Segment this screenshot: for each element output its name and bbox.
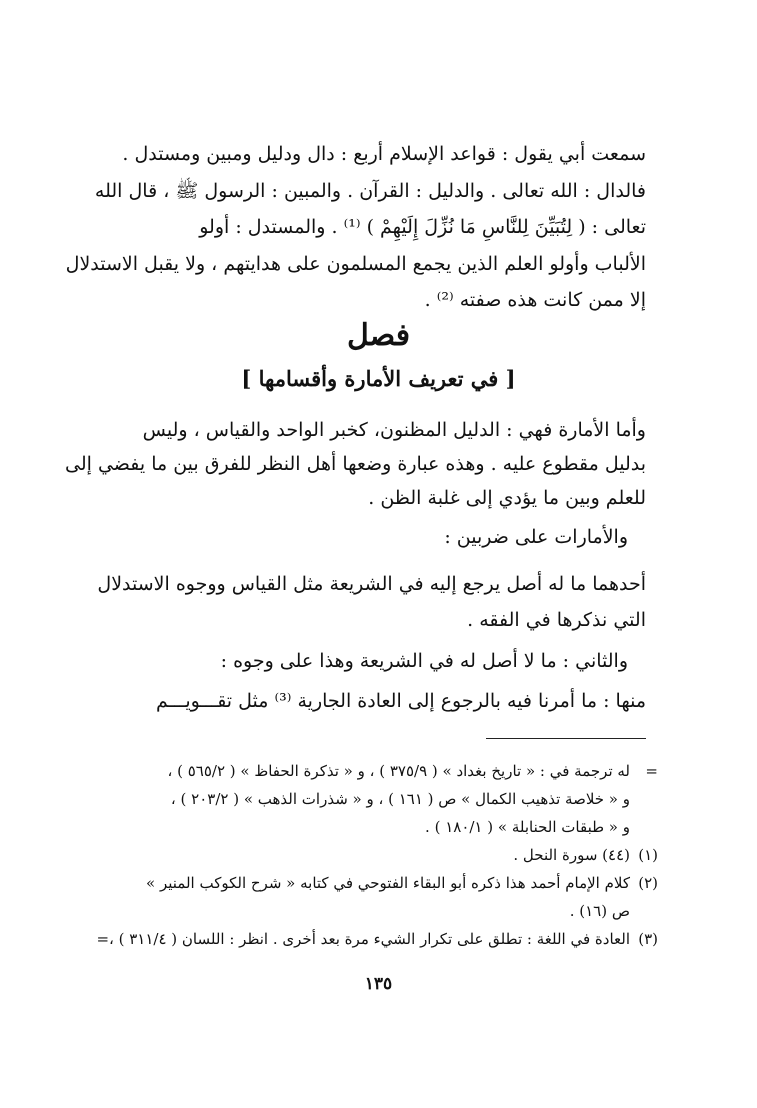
section-title: فصل bbox=[346, 318, 411, 353]
footnote-marker: (٣) bbox=[638, 930, 658, 948]
footnote-continuation bbox=[118, 757, 658, 785]
footnote-text: ص (١٦) . bbox=[569, 902, 630, 920]
footnote-1 bbox=[118, 841, 658, 869]
intro-paragraph bbox=[65, 136, 646, 319]
intro-line: سمعت أبي يقول : قواعد الإسلام أربع : دال ودليل ومبين ومستدل . bbox=[122, 143, 646, 165]
footnote-3 bbox=[96, 925, 658, 953]
footnote-text: و « خلاصة تذهيب الكمال » ص ( ١٦١ ) ، و « شذرات الذهب » ( ٢٠٣/٢ ) ، bbox=[170, 790, 630, 808]
body-line: للعلم وبين ما يؤدي إلى غلبة الظن . bbox=[368, 487, 646, 509]
footnotes bbox=[96, 757, 658, 953]
footnote-marker: (٢) bbox=[638, 874, 658, 892]
body-line: أحدهما ما له أصل يرجع إليه في الشريعة مثل القياس ووجوه الاستدلال bbox=[97, 573, 646, 595]
footnote-divider bbox=[486, 738, 646, 739]
intro-line: فالدال : الله تعالى . والدليل : القرآن . والمبين : الرسول ﷺ ، قال الله bbox=[94, 179, 646, 202]
intro-line: الألباب وأولو العلم الذين يجمع المسلمون على هدايتهم ، ولا يقبل الاستدلال bbox=[65, 252, 646, 275]
page-number: ١٣٥ bbox=[364, 974, 393, 994]
second-type-paragraph: والثاني : ما لا أصل له في الشريعة وهذا على وجوه : bbox=[220, 650, 628, 672]
footnote-marker: (١) bbox=[638, 846, 658, 864]
footnote-text: (٤٤) سورة النحل . bbox=[513, 846, 630, 864]
footnote-text: العادة في اللغة : تطلق على تكرار الشيء مرة بعد أخرى . انظر : اللسان ( ٣١١/٤ ) ،= bbox=[96, 930, 630, 948]
body-line: وأما الأمارة فهي : الدليل المظنون، كخبر الواحد والقياس ، وليس bbox=[142, 419, 646, 441]
footnote-text: له ترجمة في : « تاريخ بغداد » ( ٣٧٥/٩ ) ، و « تذكرة الحفاظ » ( ٥٦٥/٢ ) ، bbox=[167, 762, 630, 780]
first-type-paragraph bbox=[97, 566, 646, 638]
intro-line: إلا ممن كانت هذه صفته ⁽²⁾ . bbox=[424, 289, 646, 311]
section-subtitle: [ في تعريف الأمارة وأقسامها ] bbox=[241, 366, 516, 391]
types-intro: والأمارات على ضربين : bbox=[444, 526, 628, 548]
examples-paragraph: منها : ما أمرنا فيه بالرجوع إلى العادة الجارية ⁽³⁾ مثل تقـــويـــم bbox=[156, 690, 646, 712]
body-line: بدليل مقطوع عليه . وهذه عبارة وضعها أهل النظر للفرق بين ما يفضي إلى bbox=[65, 453, 646, 475]
definition-paragraph bbox=[65, 413, 646, 515]
body-line: التي نذكرها في الفقه . bbox=[467, 609, 646, 631]
footnote-text: كلام الإمام أحمد هذا ذكره أبو البقاء الفتوحي في كتابه « شرح الكوكب المنير » bbox=[146, 874, 630, 892]
footnote-text: و « طبقات الحنابلة » ( ١٨٠/١ ) . bbox=[425, 818, 630, 836]
footnote-marker: = bbox=[645, 762, 658, 780]
intro-line: تعالى : ( لِتُبَيِّنَ لِلنَّاسِ مَا نُزِّلَ إِلَيْهِمْ ) ⁽¹⁾ . والمستدل : أولو bbox=[199, 216, 646, 238]
footnote-2 bbox=[118, 869, 658, 897]
